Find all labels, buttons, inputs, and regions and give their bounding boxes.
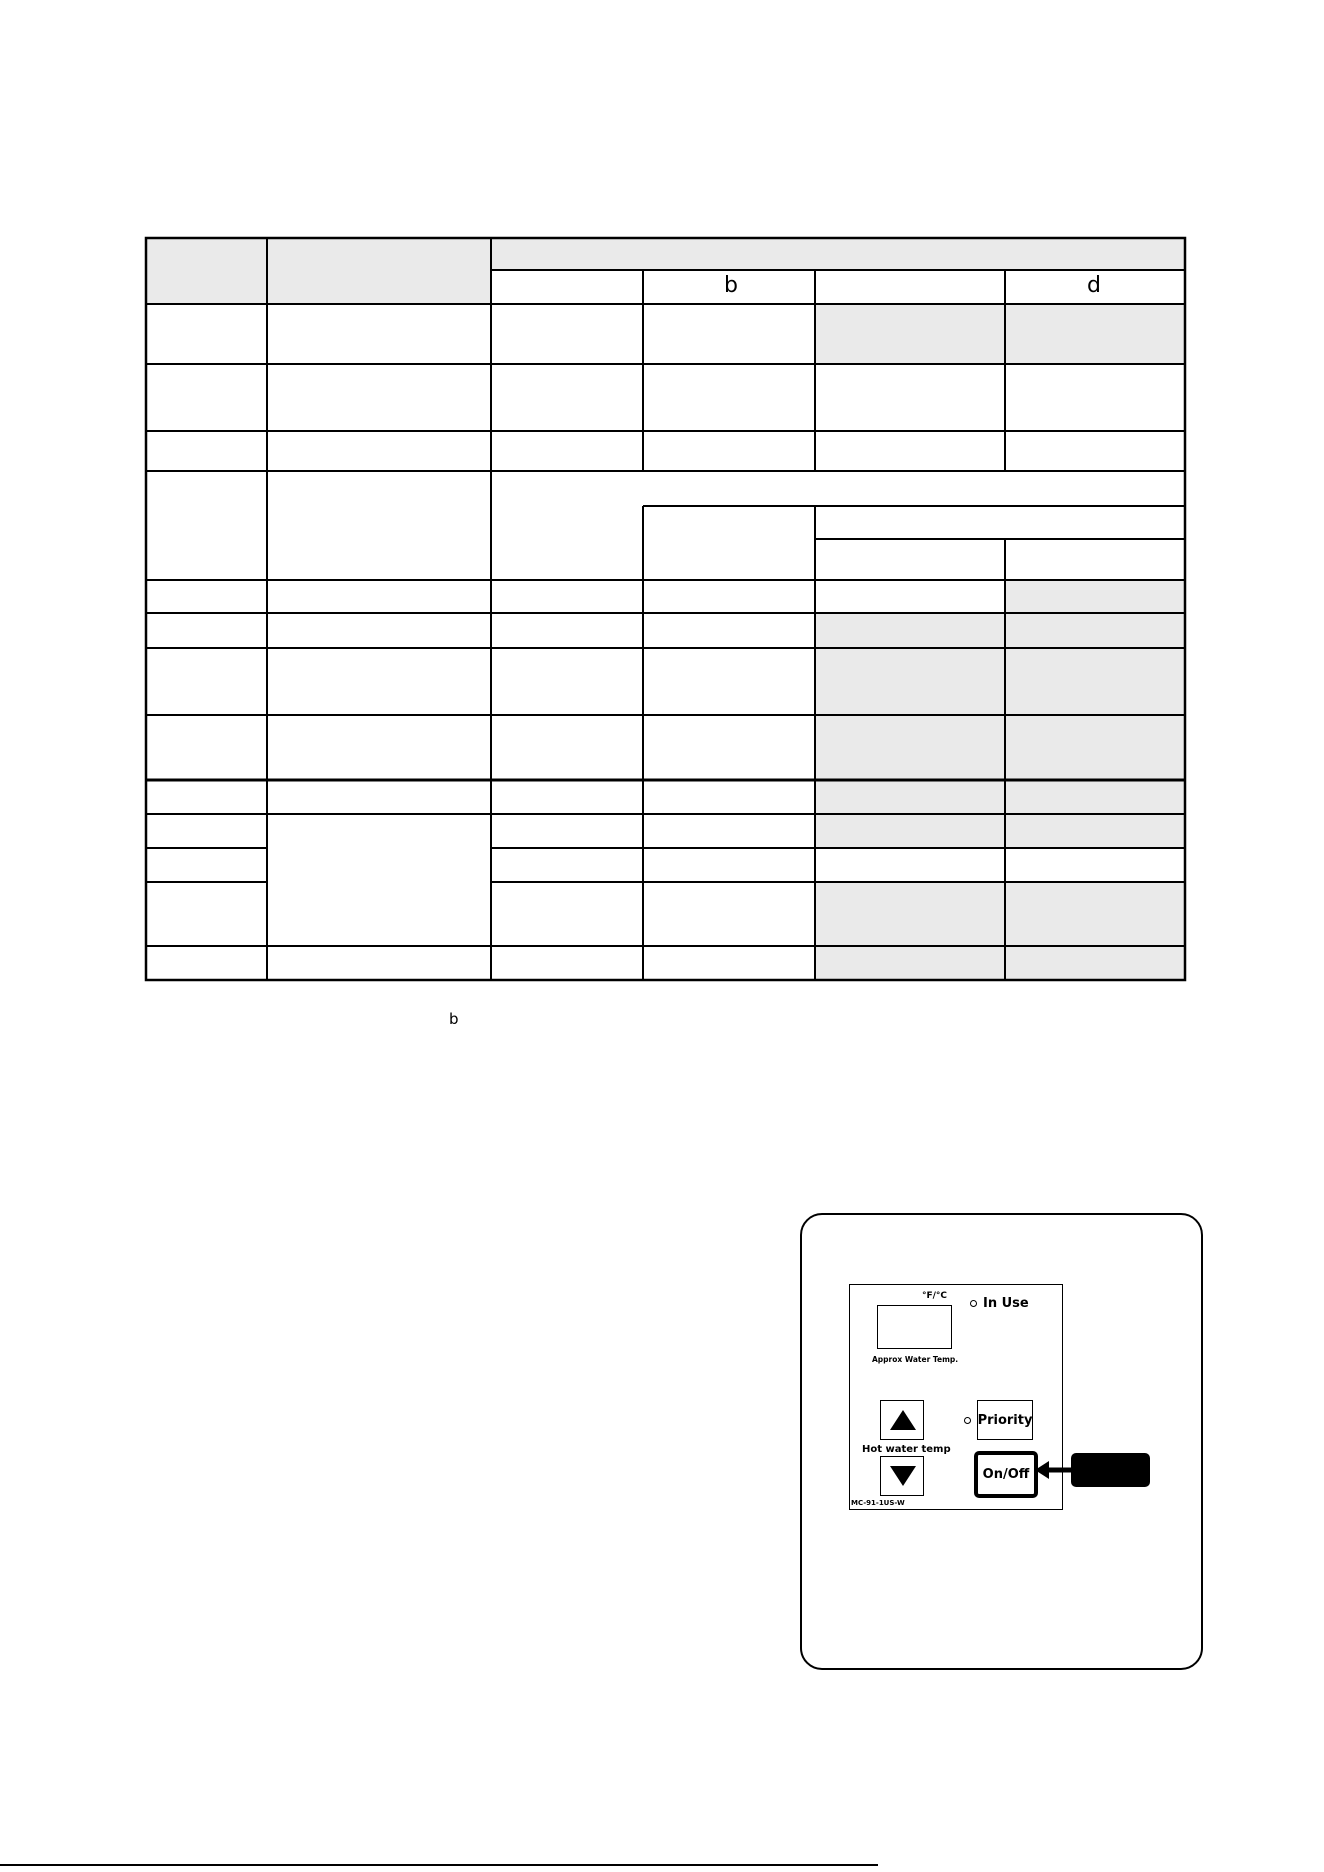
shaded-cells [146, 238, 1185, 980]
triangle-down-icon [890, 1466, 916, 1486]
priority-indicator-icon [964, 1417, 971, 1424]
approx-water-temp-label: Approx Water Temp. [872, 1355, 959, 1364]
temp-down-button[interactable] [880, 1456, 924, 1496]
in-use-label: In Use [983, 1296, 1029, 1311]
temperature-display [877, 1305, 952, 1349]
model-label: MC-91-1US-W [851, 1499, 905, 1507]
pointer-arrow-icon [1035, 1453, 1150, 1487]
column-header-b: b [724, 273, 738, 298]
in-use-indicator-icon [970, 1300, 977, 1307]
priority-button[interactable]: Priority [977, 1400, 1033, 1440]
footnote-glyph: b [449, 1010, 459, 1028]
footer-rule [0, 1864, 878, 1866]
column-header-d: d [1087, 273, 1101, 298]
hot-water-temp-label: Hot water temp [862, 1444, 951, 1455]
unit-label: °F/°C [922, 1291, 948, 1301]
on-off-button[interactable]: On/Off [974, 1451, 1038, 1498]
temp-up-button[interactable] [880, 1400, 924, 1440]
remote-control-panel [849, 1284, 1063, 1510]
triangle-up-icon [890, 1410, 916, 1430]
